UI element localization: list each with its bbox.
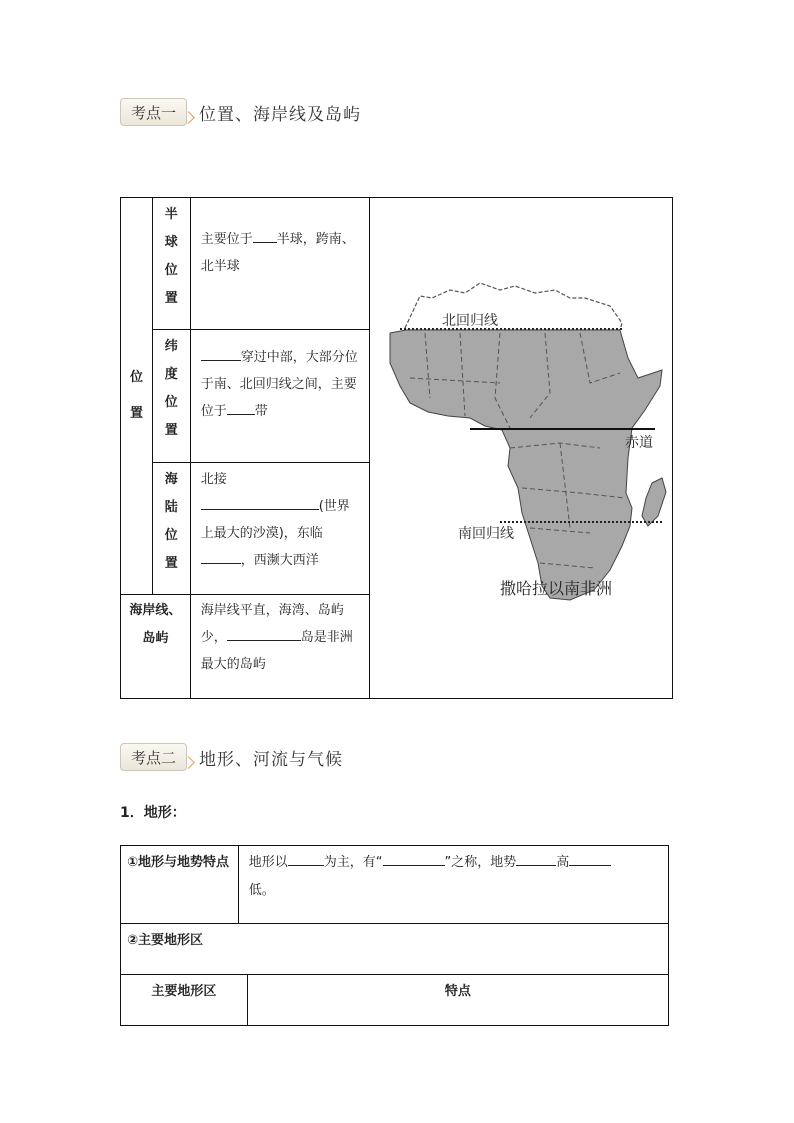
south-tropic-label: 南回归线: [457, 526, 514, 542]
row-label-sea-land: 海陆位置: [152, 462, 190, 594]
blank[interactable]: [201, 345, 241, 361]
heading-terrain: 1．地形：: [120, 805, 186, 821]
section1-title: 位置、海岸线及岛屿: [199, 104, 362, 125]
map-caption: 撒哈拉以南非洲: [499, 579, 612, 598]
section1-tag: [120, 98, 361, 126]
blank[interactable]: [201, 548, 241, 564]
africa-map: [369, 198, 672, 699]
col-header-feature: 特点: [247, 975, 668, 1026]
blank[interactable]: [569, 850, 611, 866]
blank[interactable]: [253, 227, 277, 243]
terrain-table: [120, 845, 669, 1026]
section2-title: 地形、河流与气候: [199, 749, 344, 770]
row-text-sea-land: 北接 (世界上最大的沙漠)，东临，西濒大西洋: [190, 462, 369, 594]
position-table: [120, 197, 673, 699]
blank[interactable]: [383, 850, 445, 866]
blank[interactable]: [227, 399, 255, 415]
blank[interactable]: [201, 494, 319, 510]
feature-label: ①地形与地势特点: [121, 846, 239, 924]
north-tropic-label: 北回归线: [441, 313, 498, 329]
equator-label: 赤道: [624, 435, 653, 451]
coast-text: 海岸线平直，海湾、岛屿少， 岛是非洲最大的岛屿: [190, 594, 369, 698]
col-header-region: 主要地形区: [121, 975, 248, 1026]
position-header: 位置: [121, 198, 153, 595]
blank[interactable]: [227, 625, 301, 641]
feature-text: 地形以 为主，有“ ”之称，地势 高 低。: [238, 846, 668, 924]
blank[interactable]: [516, 850, 556, 866]
section2-badge: 考点二: [120, 743, 187, 771]
section2-tag: [120, 743, 343, 771]
regions-label: ②主要地形区: [121, 924, 669, 975]
row-text-hemisphere: 主要位于 半球，跨南、北半球: [190, 198, 369, 330]
section1-badge: 考点一: [120, 98, 187, 126]
row-label-latitude: 纬度位置: [152, 330, 190, 462]
row-text-latitude: 穿过中部，大部分位于南、北回归线之间，主要位于 带: [190, 330, 369, 462]
coast-label: 海岸线、岛屿: [121, 594, 191, 698]
row-label-hemisphere: 半球位置: [152, 198, 190, 330]
blank[interactable]: [288, 850, 324, 866]
africa-map-svg: [370, 198, 672, 698]
